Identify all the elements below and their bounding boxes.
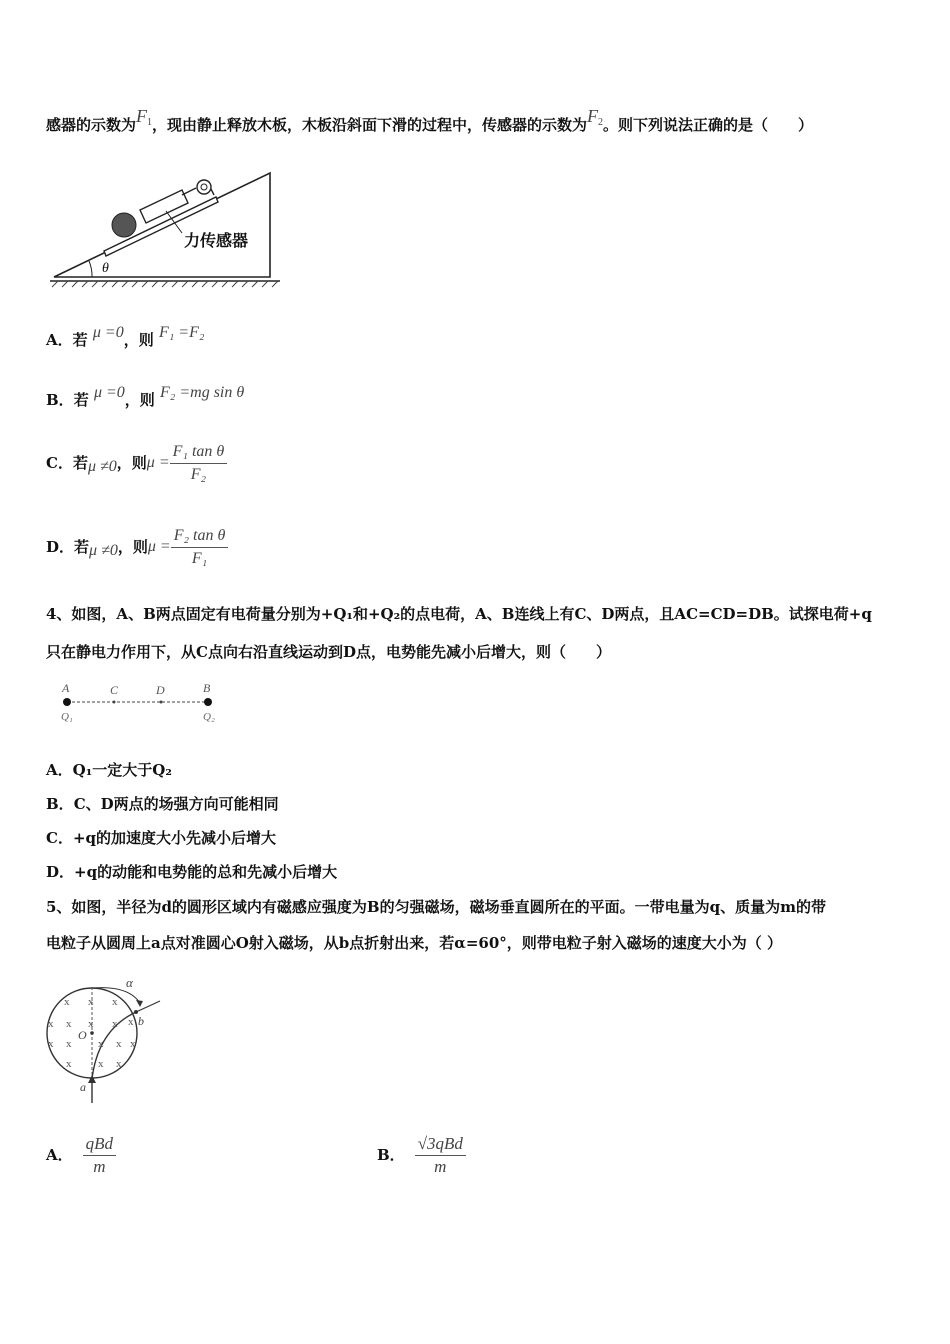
sensor-label: 力传感器 xyxy=(184,233,249,250)
q4-option-a: A．Q₁一定大于Q₂ xyxy=(46,761,172,779)
svg-text:x: x xyxy=(116,1058,122,1070)
svg-text:x: x xyxy=(48,1038,54,1050)
point-b-label: b xyxy=(138,1014,144,1028)
svg-text:x: x xyxy=(66,1018,72,1030)
q3-option-a: A．若 μ =0，则 F₁ =F₂ xyxy=(46,324,205,349)
q3-stem: 感器的示数为$F_1$，现由静止释放木板，木板沿斜面下滑的过程中，传感器的示数为$F_2$。则下列说法正确的是（ ） xyxy=(46,106,814,134)
svg-text:x: x xyxy=(112,996,118,1008)
charge-q1-dot xyxy=(63,698,71,706)
theta-label: θ xyxy=(102,261,109,276)
point-d-label: D xyxy=(156,683,165,697)
q3-option-b: B．若 μ =0，则 F₂ =mg sin θ xyxy=(46,384,245,409)
point-a-label: A xyxy=(62,681,70,695)
q3-option-c: C． 若 μ ≠0 ，则 μ = $\frac{\text{F₁ tan θ}}{\text{F₂}}$ xyxy=(46,438,227,488)
charge-q2-dot xyxy=(204,698,212,706)
svg-text:x: x xyxy=(88,1018,94,1030)
svg-text:x: x xyxy=(48,1018,54,1030)
svg-text:x: x xyxy=(128,1016,134,1028)
q4-option-b: B．C、D两点的场强方向可能相同 xyxy=(46,795,279,813)
svg-text:x: x xyxy=(116,1038,122,1050)
svg-text:x: x xyxy=(66,1038,72,1050)
charges-figure xyxy=(55,680,235,725)
svg-text:x: x xyxy=(130,1038,136,1050)
q4-stem-line1: 4、如图，A、B两点固定有电荷量分别为+Q₁和+Q₂的点电荷，A、B连线上有C、D两点，且AC=CD=DB。试探电荷+q xyxy=(46,605,872,623)
magnetic-field-figure xyxy=(40,975,170,1110)
svg-text:x: x xyxy=(98,1058,104,1070)
svg-text:x: x xyxy=(112,1018,118,1030)
q5-stem-line1: 5、如图，半径为d的圆形区域内有磁感应强度为B的匀强磁场，磁场垂直圆所在的平面。一带电量为q、质量为m的带 xyxy=(46,898,826,916)
q4-option-c: C．+q的加速度大小先减小后增大 xyxy=(46,829,277,847)
charge-q2-label: Q₂ xyxy=(203,711,215,723)
q5-option-b: B． $\frac{\text{√3qBd}}{m}$ xyxy=(377,1132,466,1178)
point-b-label: B xyxy=(203,681,211,695)
alpha-label: α xyxy=(126,975,133,990)
svg-text:x: x xyxy=(64,996,70,1008)
point-a-label: a xyxy=(80,1080,86,1094)
svg-text:x: x xyxy=(98,1038,104,1050)
q5-option-a: A． $\frac{\text{qBd}}{m}$ xyxy=(46,1132,116,1178)
ball xyxy=(112,213,136,237)
charge-q1-label: Q₁ xyxy=(61,711,73,723)
svg-text:x: x xyxy=(88,996,94,1008)
q4-option-d: D．+q的动能和电势能的总和先减小后增大 xyxy=(46,863,338,881)
q4-stem-line2: 只在静电力作用下，从C点向右沿直线运动到D点，电势能先减小后增大，则（ ） xyxy=(46,643,611,661)
svg-text:x: x xyxy=(66,1058,72,1070)
incline-figure xyxy=(48,155,288,295)
q3-option-d: D． 若 μ ≠0 ，则 μ = $\frac{\text{F₂ tan θ}}{\text{F₁}}$ xyxy=(46,522,228,572)
point-c-label: C xyxy=(110,683,119,697)
q5-stem-line2: 电粒子从圆周上a点对准圆心O射入磁场，从b点折射出来，若α=60°，则带电粒子射入磁场的速度大小为（ ） xyxy=(46,934,782,952)
center-o-label: O xyxy=(78,1028,87,1042)
